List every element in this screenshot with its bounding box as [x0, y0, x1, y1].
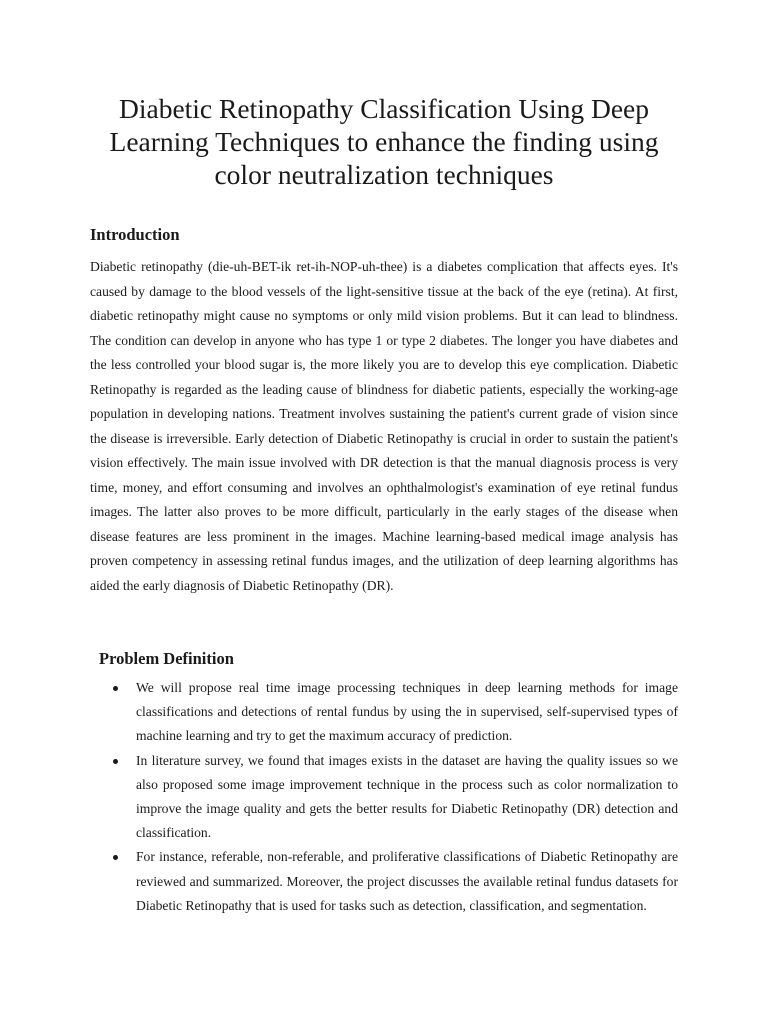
- list-item: [108, 845, 678, 918]
- list-item-text: In literature survey, we found that images exists in the dataset are having the quality issues so we also proposed some image improvement technique in the process such as color normalization to improve the image quality and gets the better results for Diabetic Retinopathy (DR) detection and classification.: [136, 752, 678, 841]
- bullet-icon: [113, 855, 118, 860]
- problem-definition-list: [108, 676, 678, 918]
- list-item-text: For instance, referable, non-referable, and proliferative classifications of Diabetic Retinopathy are reviewed and summarized. Moreover, the project discusses the available retinal fundus datasets for Diabetic Retinopathy that is used for tasks such as detection, classification, and segmentation.: [136, 849, 678, 913]
- list-item: [108, 676, 678, 749]
- problem-definition-heading: Problem Definition: [99, 649, 234, 668]
- bullet-icon: [113, 759, 118, 764]
- document-title: Diabetic Retinopathy Classification Using Deep Learning Techniques to enhance the finding using color neutralization techniques: [109, 93, 659, 190]
- list-item: [108, 749, 678, 846]
- bullet-icon: [113, 686, 118, 691]
- introduction-heading: Introduction: [90, 225, 180, 244]
- introduction-paragraph: Diabetic retinopathy (die-uh-BET-ik ret-ih-NOP-uh-thee) is a diabetes complication that affects eyes. It's caused by damage to the blood vessels of the light-sensitive tissue at the back of the eye (retina). At first, diabetic retinopathy might cause no symptoms or only mild vision problems. But it can lead to blindness. The condition can develop in anyone who has type 1 or type 2 diabetes. The longer you have diabetes and the less controlled your blood sugar is, the more likely you are to develop this eye complication. Diabetic Retinopathy is regarded as the leading cause of blindness for diabetic patients, especially the working-age population in developing nations. Treatment involves sustaining the patient's current grade of vision since the disease is irreversible. Early detection of Diabetic Retinopathy is crucial in order to sustain the patient's vision effectively. The main issue involved with DR detection is that the manual diagnosis process is very time, money, and effort consuming and involves an ophthalmologist's examination of eye retinal fundus images. The latter also proves to be more difficult, particularly in the early stages of the disease when disease features are less prominent in the images. Machine learning-based medical image analysis has proven competency in assessing retinal fundus images, and the utilization of deep learning algorithms has aided the early diagnosis of Diabetic Retinopathy (DR).: [90, 259, 678, 593]
- list-item-text: We will propose real time image processing techniques in deep learning methods for image classifications and detections of rental fundus by using the in supervised, self-supervised types of machine learning and try to get the maximum accuracy of prediction.: [136, 680, 678, 744]
